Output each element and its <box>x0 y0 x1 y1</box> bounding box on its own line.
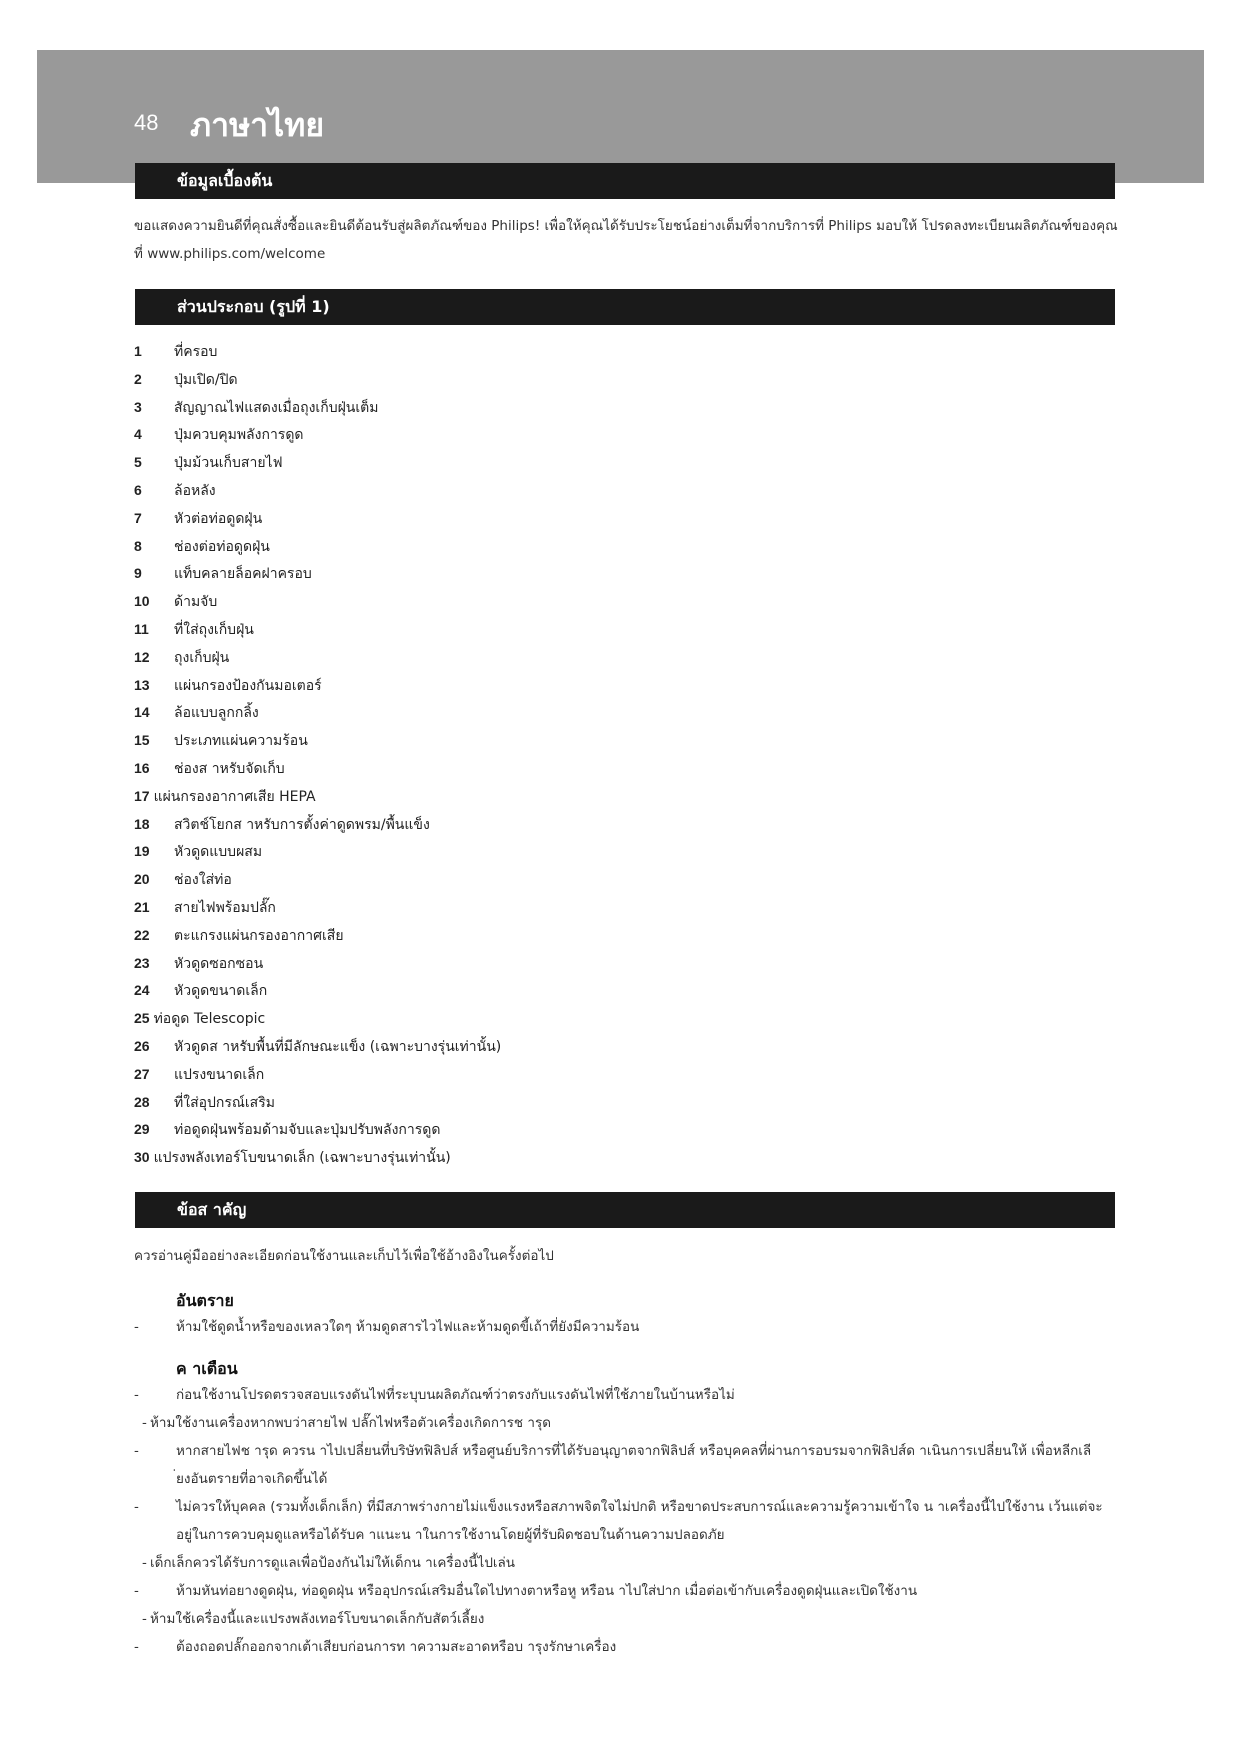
warning-item <box>134 1605 1134 1633</box>
page-title: ภาษาไทย <box>190 106 325 144</box>
parts-list-item <box>134 644 501 672</box>
warning-item <box>134 1633 1134 1661</box>
part-label: ช่องต่อท่อดูดฝุ่น <box>174 538 270 555</box>
part-label: สวิตช์โยกส าหรับการตั้งค่าดูดพรม/พื้นแข็ง <box>174 816 430 833</box>
part-number: 9 <box>134 565 142 582</box>
part-label: ปุ่มควบคุมพลังการดูด <box>174 427 304 444</box>
warning-item-text: ต้องถอดปลั๊กออกจากเต้าเสียบก่อนการท าความสะอาดหรือบ ารุงรักษาเครื่อง <box>176 1639 617 1655</box>
bullet-dash: - <box>134 1319 139 1335</box>
part-label: ล้อหลัง <box>174 482 216 499</box>
part-label: ที่ใส่ถุงเก็บฝุ่น <box>174 621 254 638</box>
warning-item <box>134 1437 1134 1493</box>
part-label: ล้อแบบลูกกลิ้ง <box>174 705 259 722</box>
bullet-dash: - <box>134 1639 139 1655</box>
warning-item-text: ไม่ควรให้บุคคล (รวมทั้งเด็กเล็ก) ที่มีสภาพร่างกายไม่แข็งแรงหรือสภาพจิตใจไม่ปกติ หรือขาดประสบการณ์และความรู้ความเข้าใจ น าเครื่องนี้ไปใช้งาน เว้นแต่จะ <box>176 1499 1103 1515</box>
part-label: หัวดูดซอกซอน <box>174 955 264 972</box>
parts-list-item <box>134 699 501 727</box>
part-label: แผ่นกรองอากาศเสีย HEPA <box>153 788 316 805</box>
part-number: 3 <box>134 398 142 415</box>
parts-list <box>134 338 501 1172</box>
part-number: 18 <box>134 815 150 832</box>
parts-heading: ส่วนประกอบ (รูปที่ 1) <box>135 289 1115 325</box>
bullet-dash: - <box>142 1555 147 1571</box>
warning-item-text: ก่อนใช้งานโปรดตรวจสอบแรงดันไฟที่ระบุบนผลิตภัณฑ์ว่าตรงกับแรงดันไฟที่ใช้ภายในบ้านหรือไม่ <box>176 1387 735 1403</box>
parts-list-item <box>134 672 501 700</box>
page-number: 48 <box>134 110 159 135</box>
part-number: 19 <box>134 843 150 860</box>
parts-list-item <box>134 977 501 1005</box>
part-label: ท่อดูด Telescopic <box>153 1011 266 1028</box>
part-label: ปุ่มเปิด/ปิด <box>174 371 238 388</box>
parts-list-item <box>134 1061 501 1089</box>
intro-heading: ข้อมูลเบื้องต้น <box>135 163 1115 199</box>
warning-item <box>134 1549 1134 1577</box>
bullet-dash: - <box>134 1583 139 1599</box>
parts-list-item <box>134 838 501 866</box>
parts-list-item <box>134 1089 501 1117</box>
parts-list-item <box>134 533 501 561</box>
intro-text: ขอแสดงความยินดีที่คุณสั่งซื้อและยินดีต้อนรับสู่ผลิตภัณฑ์ของ Philips! เพื่อให้คุณได้รับประโยชน์อย่างเต็มที่จากบริการที่ Philips มอบให้ โปรดลงทะเบียนผลิตภัณฑ์ของคุณที่ www.philips.com/welcome <box>134 218 1118 262</box>
part-label: หัวดูดแบบผสม <box>174 844 263 861</box>
part-label: แท็บคลายล็อคฝาครอบ <box>174 566 312 583</box>
danger-item <box>134 1313 1134 1341</box>
parts-list-item <box>134 727 501 755</box>
warning-item <box>134 1577 1134 1605</box>
bullet-dash: - <box>142 1415 147 1431</box>
part-number: 28 <box>134 1093 150 1110</box>
parts-list-item <box>134 338 501 366</box>
part-label: แปรงขนาดเล็ก <box>174 1066 265 1083</box>
part-number: 6 <box>134 481 142 498</box>
warning-item <box>134 1381 1134 1409</box>
part-label: สัญญาณไฟแสดงเมื่อถุงเก็บฝุ่นเต็ม <box>174 399 379 416</box>
part-number: 1 <box>134 343 142 359</box>
parts-list-item <box>134 588 501 616</box>
warning-item-text: ห้ามใช้งานเครื่องหากพบว่าสายไฟ ปลั๊กไฟหรือตัวเครื่องเกิดการช ารุด <box>150 1415 551 1431</box>
part-number: 22 <box>134 926 150 943</box>
part-number: 14 <box>134 704 150 721</box>
part-number: 16 <box>134 759 150 776</box>
part-number: 30 <box>134 1149 150 1166</box>
parts-list-item <box>134 616 501 644</box>
part-label: ท่อดูดฝุ่นพร้อมด้ามจับและปุ่มปรับพลังการดูด <box>174 1122 441 1139</box>
warning-item <box>134 1409 1134 1437</box>
part-number: 26 <box>134 1037 150 1054</box>
important-intro: ควรอ่านคู่มืออย่างละเอียดก่อนใช้งานและเก็บไว้เพื่อใช้อ้างอิงในครั้งต่อไป <box>134 1248 554 1264</box>
part-label: ที่ใส่อุปกรณ์เสริม <box>174 1094 275 1111</box>
part-label: หัวต่อท่อดูดฝุ่น <box>174 510 263 527</box>
warning-item-text: เด็กเล็กควรได้รับการดูแลเพื่อป้องกันไม่ให้เด็กน าเครื่องนี้ไปเล่น <box>150 1555 516 1571</box>
danger-item-text: ห้ามใช้ดูดน้ำหรือของเหลวใดๆ ห้ามดูดสารไวไฟและห้ามดูดขี้เถ้าที่ยังมีความร้อน <box>176 1319 640 1335</box>
part-label: ช่องส าหรับจัดเก็บ <box>174 760 285 777</box>
part-number: 17 <box>134 787 150 804</box>
parts-list-item <box>134 505 501 533</box>
bullet-dash: - <box>134 1387 139 1403</box>
parts-list-item <box>134 1116 501 1144</box>
part-label: ถุงเก็บฝุ่น <box>174 649 230 666</box>
part-number: 20 <box>134 871 150 888</box>
part-number: 23 <box>134 954 150 971</box>
part-number: 27 <box>134 1065 150 1082</box>
parts-list-item <box>134 922 501 950</box>
warning-item-text: หากสายไฟช ารุด ควรน าไปเปลี่ยนที่บริษัทฟิลิปส์ หรือศูนย์บริการที่ได้รับอนุญาตจากฟิลิปส์ หรือบุคคลที่ผ่านการอบรมจากฟิลิปส์ด าเนินการเปลี่ยนให้ เพื่อหลีกเลี <box>176 1443 1092 1459</box>
part-number: 2 <box>134 370 142 387</box>
parts-list-item <box>134 950 501 978</box>
part-number: 21 <box>134 898 150 915</box>
part-label: ตะแกรงแผ่นกรองอากาศเสีย <box>174 927 344 944</box>
part-number: 24 <box>134 982 150 999</box>
part-label: ที่ครอบ <box>174 344 218 360</box>
part-number: 13 <box>134 676 150 693</box>
part-label: ปุ่มม้วนเก็บสายไฟ <box>174 455 283 472</box>
part-label: แปรงพลังเทอร์โบขนาดเล็ก (เฉพาะบางรุ่นเท่านั้น) <box>153 1150 451 1167</box>
parts-list-item <box>134 394 501 422</box>
warning-item-continuation: อยู่ในการควบคุมดูแลหรือได้รับค าแนะน าในการใช้งานโดยผู้ที่รับผิดชอบในด้านความปลอดภัย <box>176 1527 725 1543</box>
parts-list-item <box>134 783 501 811</box>
part-label: ด้ามจับ <box>174 594 218 611</box>
parts-list-item <box>134 477 501 505</box>
warning-item-text: ห้ามหันท่อยางดูดฝุ่น, ท่อดูดฝุ่น หรืออุปกรณ์เสริมอื่นใดไปทางตาหรือหู หรือน าไปใส่ปาก เมื่อต่อเข้ากับเครื่องดูดฝุ่นและเปิดใช้งาน <box>176 1583 918 1599</box>
part-label: หัวดูดส าหรับพื้นที่มีลักษณะแข็ง (เฉพาะบางรุ่นเท่านั้น) <box>174 1038 502 1055</box>
parts-list-item <box>134 811 501 839</box>
part-number: 8 <box>134 537 142 554</box>
warning-item <box>134 1493 1134 1549</box>
parts-list-item <box>134 421 501 449</box>
part-number: 29 <box>134 1121 150 1138</box>
parts-list-item <box>134 1033 501 1061</box>
part-number: 10 <box>134 593 150 610</box>
warning-item-text: ห้ามใช้เครื่องนี้และแปรงพลังเทอร์โบขนาดเล็กกับสัตว์เลี้ยง <box>150 1611 485 1627</box>
part-label: ช่องใส่ท่อ <box>174 872 232 889</box>
parts-list-item <box>134 449 501 477</box>
danger-heading: อันตราย <box>176 1291 234 1310</box>
parts-list-item <box>134 1144 501 1172</box>
part-label: สายไฟพร้อมปลั๊ก <box>174 899 276 916</box>
bullet-dash: - <box>134 1499 139 1515</box>
part-label: แผ่นกรองป้องกันมอเตอร์ <box>174 677 322 694</box>
part-number: 7 <box>134 509 142 526</box>
bullet-dash: - <box>134 1443 139 1459</box>
parts-list-item <box>134 366 501 394</box>
warning-heading: ค าเตือน <box>176 1359 238 1378</box>
parts-list-item <box>134 1005 501 1033</box>
parts-list-item <box>134 866 501 894</box>
important-heading: ข้อส าคัญ <box>135 1192 1115 1228</box>
parts-list-item <box>134 894 501 922</box>
part-number: 15 <box>134 732 150 749</box>
parts-list-item <box>134 560 501 588</box>
part-label: หัวดูดขนาดเล็ก <box>174 983 268 1000</box>
part-label: ประเภทแผ่นความร้อน <box>174 733 308 750</box>
part-number: 5 <box>134 454 142 471</box>
parts-list-item <box>134 755 501 783</box>
part-number: 11 <box>134 620 149 637</box>
warning-item-continuation: ่ยงอันตรายที่อาจเกิดขึ้นได้ <box>176 1471 328 1487</box>
bullet-dash: - <box>142 1611 147 1627</box>
part-number: 12 <box>134 648 150 665</box>
part-number: 4 <box>134 426 142 443</box>
part-number: 25 <box>134 1010 150 1027</box>
